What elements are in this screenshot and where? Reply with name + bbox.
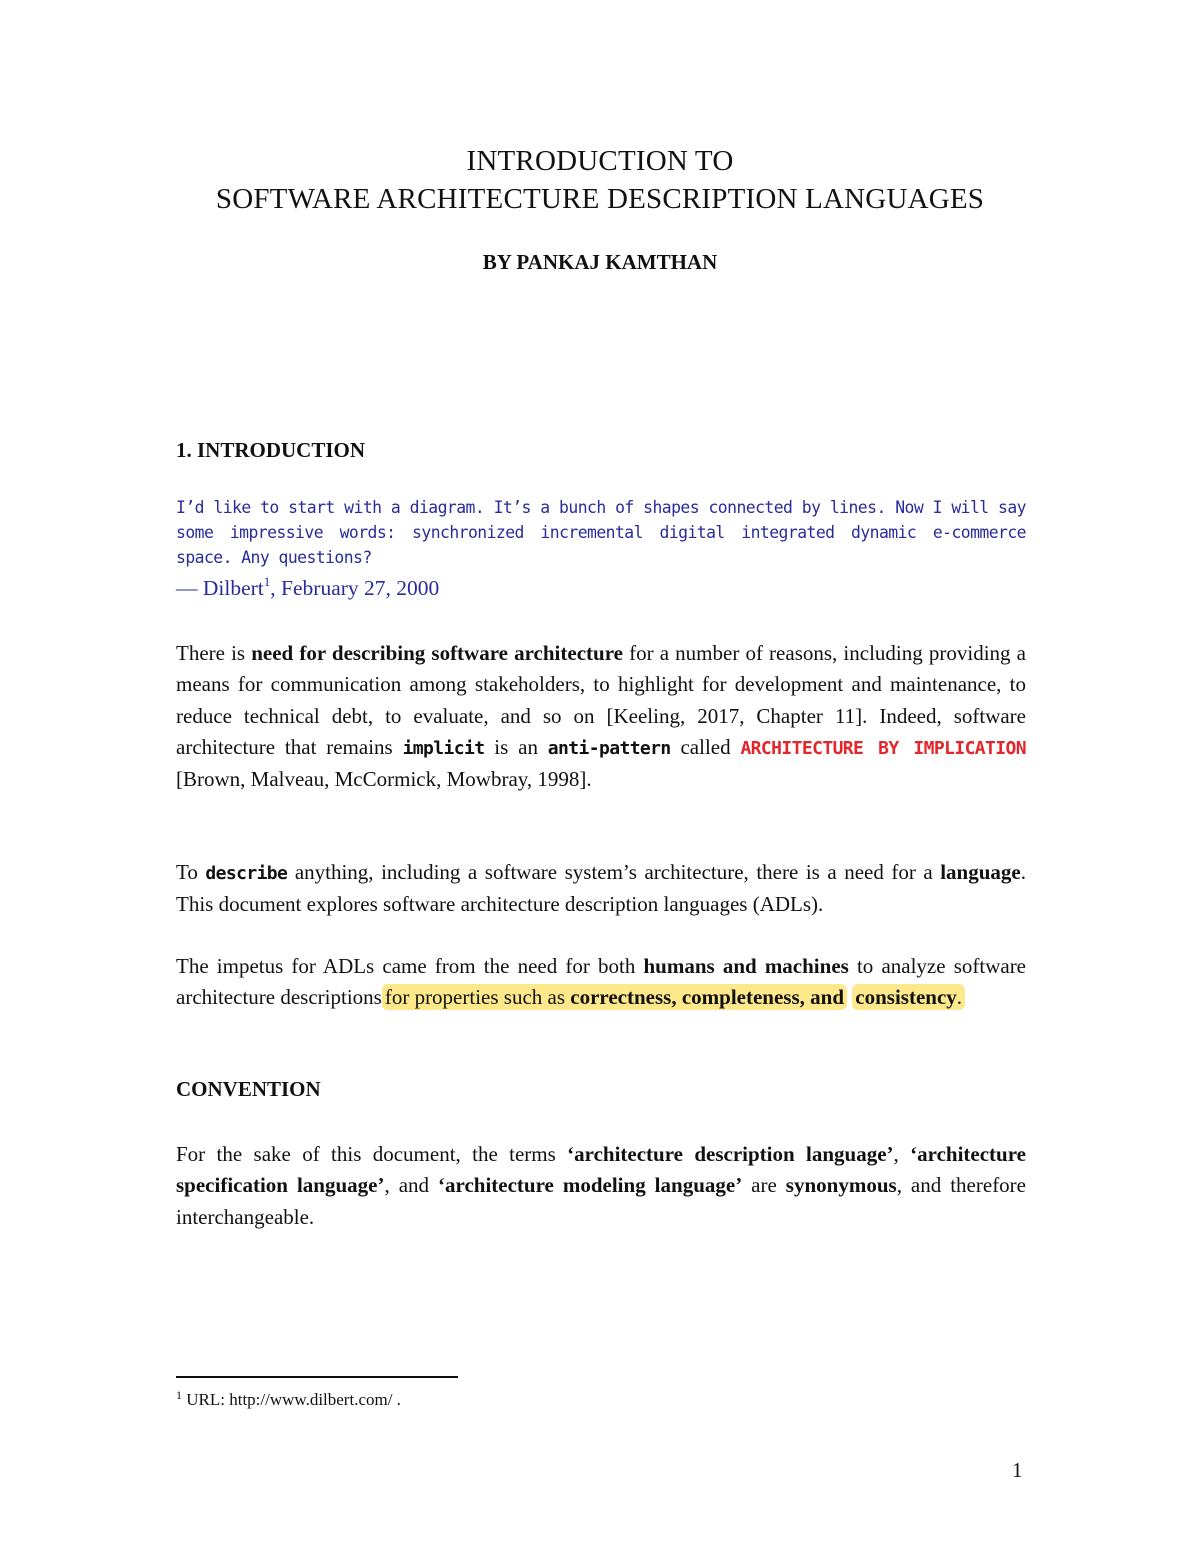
paragraph-describe-language [176,857,1026,921]
bold-term: ‘architecture modeling language’ [438,1173,743,1198]
text: , [893,1142,911,1166]
epigraph-attribution [176,574,439,601]
footnote-text: URL: http://www.dilbert.com/ . [182,1390,401,1409]
footnote-number: 1 [176,1388,182,1402]
paragraph-impetus [176,951,1026,1014]
section-heading-convention: CONVENTION [176,1077,321,1101]
bold-term: synonymous [785,1173,897,1198]
title-line-2: SOFTWARE ARCHITECTURE DESCRIPTION LANGUAGES [215,183,985,215]
text: , and therefore interchangeable. [176,1173,1026,1229]
bold-term: ‘architecture specification language’ [176,1142,1026,1198]
highlighted-text [852,984,965,1010]
footnote [176,1388,401,1410]
bold-term: humans and machines [643,954,849,978]
section-heading-introduction: 1. INTRODUCTION [176,438,366,462]
text: , and [384,1173,439,1198]
bold-term: consistency [855,985,957,1010]
bold-term: need for describing software architecture [251,641,623,665]
text: is an [484,734,548,759]
epigraph-quote: I’d like to start with a diagram. It’s a bunch of shapes connected by lines. Now I will say some impressive words: synchronized incremental digital integrated dynamic e-commerce space. Any questions? [176,498,1026,567]
paragraph-need-for-description [176,638,1026,795]
attribution-name: — Dilbert [176,576,264,600]
text: called [670,734,741,759]
bold-term: anti-pattern [547,737,671,759]
document-title [0,142,1200,218]
text: anything, including a software system’s architecture, there is a need for a [287,860,941,884]
footnote-separator [176,1376,458,1378]
anti-pattern-name: ARCHITECTURE BY IMPLICATION [740,737,1026,759]
text: to analyze software architecture descriptions [176,954,1027,1010]
attribution-date: , February 27, 2000 [270,576,440,600]
bold-term: correctness, completeness, and [570,985,845,1010]
text: To [176,860,206,884]
highlighted-text [382,984,847,1010]
title-line-1: INTRODUCTION TO [466,145,734,177]
bold-term: language [940,860,1021,884]
bold-term: describe [205,863,288,884]
text: . [956,985,963,1010]
text: . This document explores software architecture description languages (ADLs). [176,860,1026,917]
text: There is [176,641,252,665]
text: For the sake of this document, the terms [176,1142,568,1166]
text: are [742,1173,786,1198]
text: for properties such as [384,985,571,1010]
text: for a number of reasons, including providing a means for communication among stakeholders, to highlight for development and maintenance, to reduce technical debt, to evaluate, and so on [Keeling, 2017, Chapter 11]. Indeed, software architecture that remains [176,641,1026,759]
text: [Brown, Malveau, McCormick, Mowbray, 1998]. [176,767,592,792]
text: The impetus for ADLs came from the need for both [176,954,644,978]
page-number: 1 [1012,1458,1023,1482]
bold-term: implicit [402,737,485,759]
bold-term: ‘architecture description language’ [567,1142,894,1166]
footnote-ref: 1 [263,574,271,589]
author-byline: BY PANKAJ KAMTHAN [482,250,718,274]
paragraph-convention [176,1139,1026,1233]
